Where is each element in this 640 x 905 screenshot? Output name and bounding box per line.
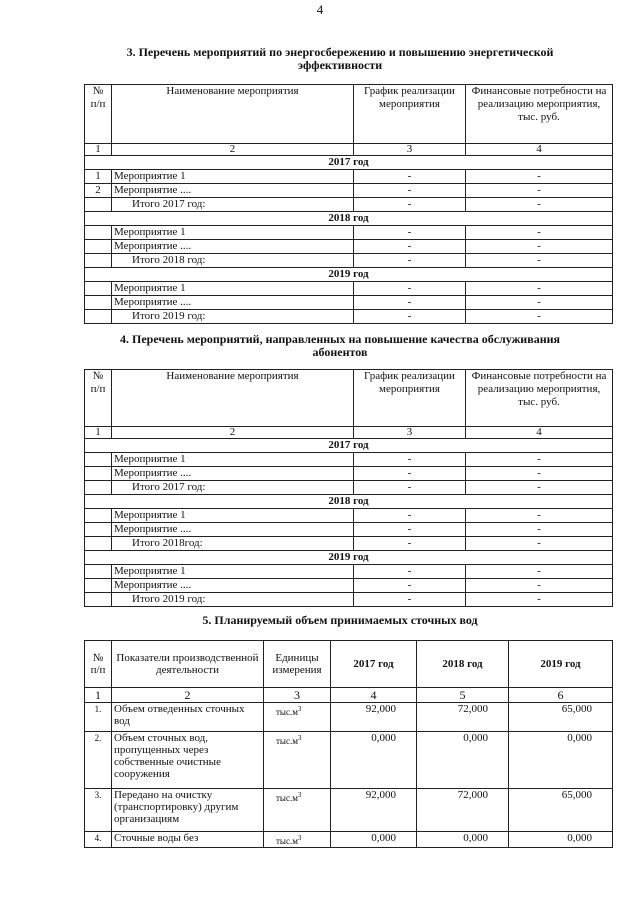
- indicator-name: Передано на очистку (транспортировку) другим организациям: [112, 789, 264, 832]
- activity-name: Мероприятие 1: [112, 565, 354, 579]
- header-row: [85, 85, 613, 144]
- section4-table: [84, 369, 613, 607]
- activity-row: [85, 509, 613, 523]
- activity-name: Мероприятие ....: [112, 579, 354, 593]
- activity-row: [85, 240, 613, 254]
- value-2018: 72,000: [417, 789, 509, 832]
- header-row: [85, 641, 613, 688]
- column-number-row: [85, 427, 613, 439]
- column-number: 2: [112, 427, 354, 439]
- column-number: 4: [466, 427, 613, 439]
- col-header-2019: 2019 год: [509, 641, 613, 688]
- total-row: [85, 481, 613, 495]
- total-label: Итого 2017 год:: [112, 198, 354, 212]
- schedule-value: -: [354, 296, 466, 310]
- row-number: 2: [85, 184, 112, 198]
- activity-name: Мероприятие 1: [112, 509, 354, 523]
- schedule-value: -: [354, 579, 466, 593]
- finance-value: -: [466, 226, 613, 240]
- unit-cell: [264, 832, 331, 848]
- finance-value: -: [466, 593, 613, 607]
- col-header-number: № п/п: [85, 641, 112, 688]
- col-header-indicator: Показатели производственной деятельности: [112, 641, 264, 688]
- schedule-value: -: [354, 198, 466, 212]
- finance-value: -: [466, 523, 613, 537]
- year-label: 2017 год: [85, 439, 613, 453]
- year-label: 2018 год: [85, 495, 613, 509]
- activity-name: Мероприятие 1: [112, 453, 354, 467]
- header-row: [85, 370, 613, 427]
- total-label: Итого 2019 год:: [112, 593, 354, 607]
- activity-row: [85, 170, 613, 184]
- unit-superscript: 3: [297, 834, 302, 842]
- value-2019: 65,000: [509, 703, 613, 732]
- indicator-row: [85, 832, 613, 848]
- total-row: [85, 310, 613, 324]
- schedule-value: -: [354, 282, 466, 296]
- indicator-row: [85, 789, 613, 832]
- total-label: Итого 2018год:: [112, 537, 354, 551]
- year-row: [85, 551, 613, 565]
- year-row: [85, 156, 613, 170]
- row-number: 1.: [85, 703, 112, 732]
- year-row: [85, 495, 613, 509]
- col-header-unit: Единицы измерения: [264, 641, 331, 688]
- total-label: Итого 2017 год:: [112, 481, 354, 495]
- section5-table: [84, 640, 613, 848]
- activity-row: [85, 565, 613, 579]
- row-number: [85, 296, 112, 310]
- activity-row: [85, 467, 613, 481]
- column-number: 1: [85, 427, 112, 439]
- activity-name: Мероприятие ....: [112, 184, 354, 198]
- year-row: [85, 439, 613, 453]
- col-header-number: № п/п: [85, 85, 112, 144]
- column-number: 3: [354, 144, 466, 156]
- activity-name: Мероприятие 1: [112, 282, 354, 296]
- finance-value: -: [466, 509, 613, 523]
- value-2019: 0,000: [509, 732, 613, 789]
- schedule-value: -: [354, 593, 466, 607]
- activity-name: Мероприятие 1: [112, 226, 354, 240]
- section4-title: [80, 333, 600, 359]
- column-number-row: [85, 688, 613, 703]
- value-2017: 92,000: [331, 703, 417, 732]
- row-number: [85, 282, 112, 296]
- column-number: 2: [112, 144, 354, 156]
- unit-superscript: 3: [297, 791, 302, 799]
- col-header-finance: Финансовые потребности на реализацию мероприятия, тыс. руб.: [466, 370, 613, 427]
- row-number: [85, 579, 112, 593]
- value-2017: 0,000: [331, 732, 417, 789]
- section3-title: [80, 46, 600, 72]
- activity-name: Мероприятие ....: [112, 523, 354, 537]
- finance-value: -: [466, 282, 613, 296]
- column-number: 5: [417, 688, 509, 703]
- activity-row: [85, 296, 613, 310]
- row-number: 1: [85, 170, 112, 184]
- indicator-name: Объем сточных вод, пропущенных через собственные очистные сооружения: [112, 732, 264, 789]
- column-number: 3: [264, 688, 331, 703]
- unit-text: тыс.м: [276, 836, 298, 846]
- year-label: 2017 год: [85, 156, 613, 170]
- activity-name: Мероприятие ....: [112, 240, 354, 254]
- section3-table: [84, 84, 613, 324]
- col-header-name: Наименование мероприятия: [112, 85, 354, 144]
- schedule-value: -: [354, 184, 466, 198]
- row-number: [85, 467, 112, 481]
- schedule-value: -: [354, 565, 466, 579]
- activity-row: [85, 226, 613, 240]
- schedule-value: -: [354, 467, 466, 481]
- finance-value: -: [466, 170, 613, 184]
- schedule-value: -: [354, 170, 466, 184]
- value-2019: 0,000: [509, 832, 613, 848]
- unit-text: тыс.м: [276, 707, 298, 717]
- unit-superscript: 3: [297, 734, 302, 742]
- total-row: [85, 593, 613, 607]
- indicator-name: Сточные воды без: [112, 832, 264, 848]
- activity-name: Мероприятие 1: [112, 170, 354, 184]
- unit-superscript: 3: [297, 705, 302, 713]
- row-number: [85, 565, 112, 579]
- column-number-row: [85, 144, 613, 156]
- col-header-2018: 2018 год: [417, 641, 509, 688]
- schedule-value: -: [354, 481, 466, 495]
- column-number: 4: [466, 144, 613, 156]
- row-number: 3.: [85, 789, 112, 832]
- finance-value: -: [466, 579, 613, 593]
- activity-name: Мероприятие ....: [112, 296, 354, 310]
- indicator-name: Объем отведенных сточных вод: [112, 703, 264, 732]
- row-number: [85, 593, 112, 607]
- section5-title: 5. Планируемый объем принимаемых сточных вод: [202, 613, 478, 627]
- column-number: 6: [509, 688, 613, 703]
- activity-row: [85, 523, 613, 537]
- unit-cell: [264, 732, 331, 789]
- col-header-finance: Финансовые потребности на реализацию мероприятия, тыс. руб.: [466, 85, 613, 144]
- finance-value: -: [466, 453, 613, 467]
- year-label: 2019 год: [85, 551, 613, 565]
- finance-value: -: [466, 310, 613, 324]
- schedule-value: -: [354, 523, 466, 537]
- schedule-value: -: [354, 310, 466, 324]
- row-number: [85, 240, 112, 254]
- row-number: [85, 453, 112, 467]
- col-header-name: Наименование мероприятия: [112, 370, 354, 427]
- col-header-number: № п/п: [85, 370, 112, 427]
- unit-text: тыс.м: [276, 793, 298, 803]
- total-row: [85, 198, 613, 212]
- activity-row: [85, 579, 613, 593]
- row-number: 2.: [85, 732, 112, 789]
- activity-row: [85, 184, 613, 198]
- column-number: 2: [112, 688, 264, 703]
- total-label: Итого 2019 год:: [112, 310, 354, 324]
- finance-value: -: [466, 184, 613, 198]
- col-header-schedule: График реализации мероприятия: [354, 370, 466, 427]
- value-2018: 72,000: [417, 703, 509, 732]
- indicator-row: [85, 732, 613, 789]
- activity-name: Мероприятие ....: [112, 467, 354, 481]
- schedule-value: -: [354, 226, 466, 240]
- section3-title-line1: 3. Перечень мероприятий по энергосбережению и повышению энергетической: [126, 45, 554, 59]
- section3-title-line2: эффективности: [297, 58, 383, 72]
- page-number: 4: [316, 2, 324, 17]
- row-number: [85, 226, 112, 240]
- finance-value: -: [466, 296, 613, 310]
- row-number: [85, 310, 112, 324]
- section4-title-line1: 4. Перечень мероприятий, направленных на повышение качества обслуживания: [119, 332, 561, 346]
- col-header-2017: 2017 год: [331, 641, 417, 688]
- row-number: [85, 481, 112, 495]
- schedule-value: -: [354, 453, 466, 467]
- total-row: [85, 537, 613, 551]
- col-header-schedule: График реализации мероприятия: [354, 85, 466, 144]
- total-label: Итого 2018 год:: [112, 254, 354, 268]
- schedule-value: -: [354, 537, 466, 551]
- row-number: [85, 537, 112, 551]
- value-2018: 0,000: [417, 832, 509, 848]
- finance-value: -: [466, 537, 613, 551]
- finance-value: -: [466, 467, 613, 481]
- year-label: 2018 год: [85, 212, 613, 226]
- row-number: [85, 254, 112, 268]
- finance-value: -: [466, 198, 613, 212]
- finance-value: -: [466, 481, 613, 495]
- finance-value: -: [466, 240, 613, 254]
- row-number: [85, 523, 112, 537]
- column-number: 1: [85, 144, 112, 156]
- schedule-value: -: [354, 254, 466, 268]
- finance-value: -: [466, 565, 613, 579]
- unit-cell: [264, 703, 331, 732]
- finance-value: -: [466, 254, 613, 268]
- year-label: 2019 год: [85, 268, 613, 282]
- year-row: [85, 212, 613, 226]
- column-number: 1: [85, 688, 112, 703]
- schedule-value: -: [354, 240, 466, 254]
- total-row: [85, 254, 613, 268]
- value-2017: 92,000: [331, 789, 417, 832]
- activity-row: [85, 282, 613, 296]
- value-2018: 0,000: [417, 732, 509, 789]
- unit-text: тыс.м: [276, 736, 298, 746]
- unit-cell: [264, 789, 331, 832]
- schedule-value: -: [354, 509, 466, 523]
- row-number: [85, 509, 112, 523]
- section4-title-line2: абонентов: [312, 345, 368, 359]
- activity-row: [85, 453, 613, 467]
- column-number: 3: [354, 427, 466, 439]
- value-2017: 0,000: [331, 832, 417, 848]
- indicator-row: [85, 703, 613, 732]
- row-number: [85, 198, 112, 212]
- column-number: 4: [331, 688, 417, 703]
- row-number: 4.: [85, 832, 112, 848]
- value-2019: 65,000: [509, 789, 613, 832]
- year-row: [85, 268, 613, 282]
